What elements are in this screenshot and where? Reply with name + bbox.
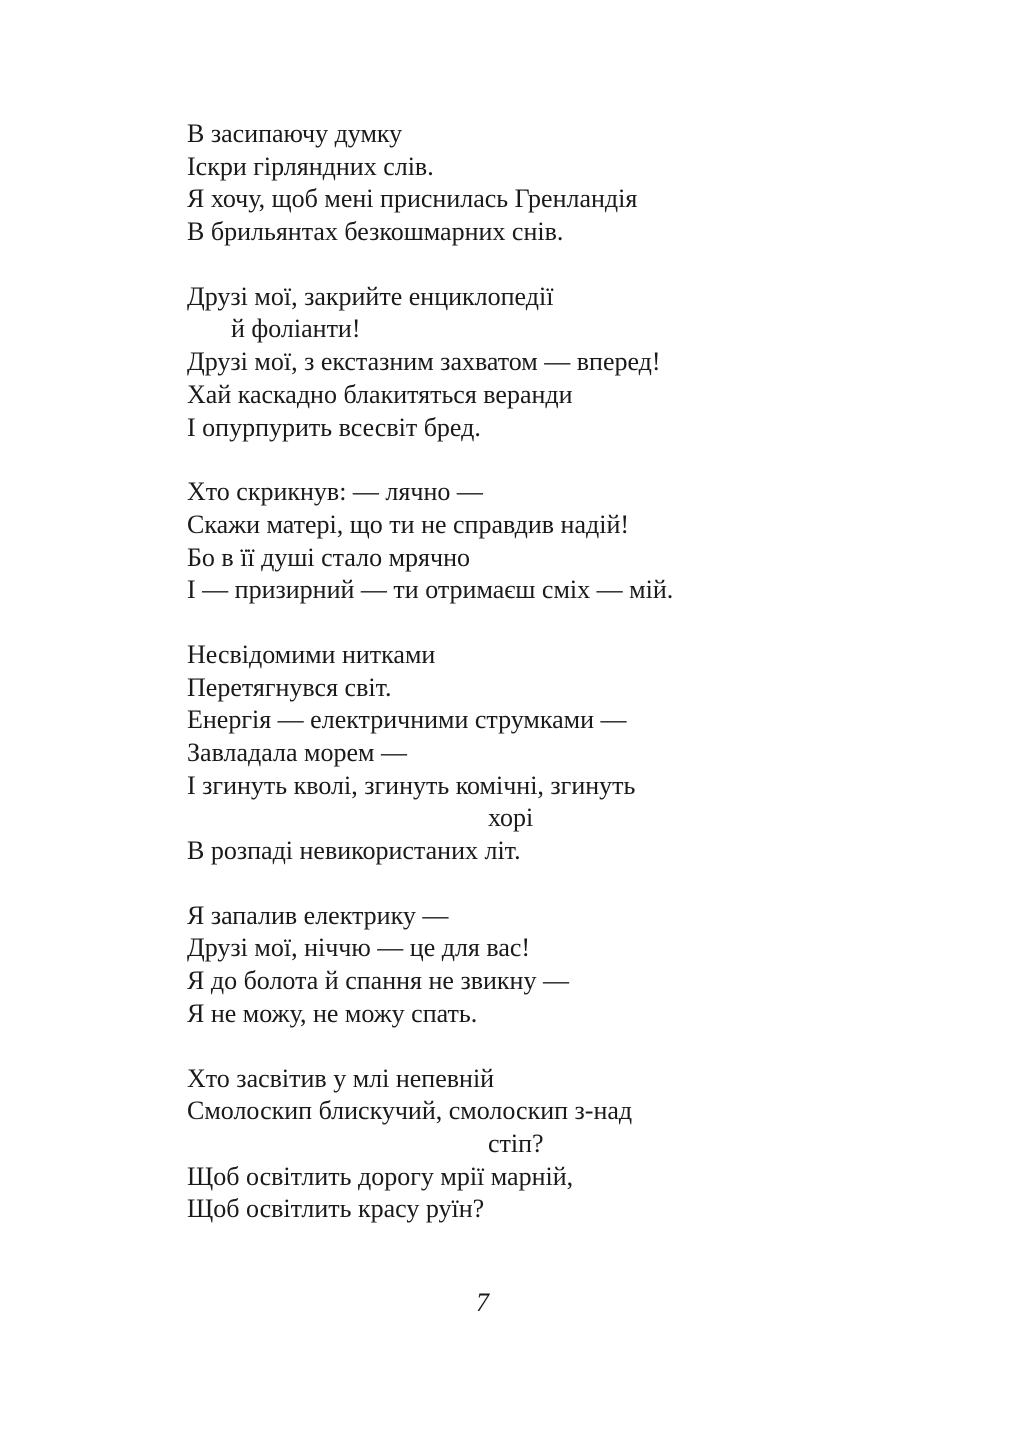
stanza-5	[187, 900, 807, 1031]
poem-line: Друзі мої, закрийте енциклопедії	[187, 281, 554, 311]
stanza-4	[187, 639, 807, 868]
page-number	[0, 1288, 1035, 1318]
poem-line: Я запалив електрику —	[187, 900, 449, 930]
poem-line: Несвідомими нитками	[187, 639, 436, 669]
page-number-text: 7	[476, 1288, 489, 1317]
poem-line: Завладала морем —	[187, 738, 407, 767]
poem-line: Я до болота й спання не звикну —	[187, 966, 569, 996]
stanza-6	[187, 1063, 807, 1226]
poem-line: І згинуть кволі, згинуть комічні, згинуть	[187, 770, 636, 800]
poem-line: Щоб освітлить красу руїн?	[187, 1194, 485, 1224]
poem-line: Я не можу, не можу спать.	[187, 998, 478, 1028]
poem-line: Смолоскип блискучий, смолоскип з-над	[187, 1096, 633, 1126]
poem-line: Бо в її душі стало мрячно	[187, 542, 470, 572]
poem-line: Друзі мої, ніччю — це для вас!	[187, 933, 531, 963]
poem-line: І опурпурить всесвіт бред.	[187, 412, 481, 442]
poem-line: В розпаді невикористаних літ.	[187, 836, 521, 866]
poem-line: В засипаючу думку	[187, 119, 403, 148]
poem-line-continuation: й фоліанти!	[231, 314, 361, 344]
poem-line-continuation: хорі	[488, 803, 534, 833]
stanza-2	[187, 281, 807, 444]
poem-line: Я хочу, щоб мені приснилась Гренландія	[187, 184, 638, 214]
poem-line: Перетягнувся світ.	[187, 672, 392, 702]
poem-line: Енергія — електричними струмками —	[187, 705, 627, 735]
poem-line: Іскри гірляндних слів.	[187, 151, 434, 181]
poem-line: І — призирний — ти отримаєш сміх — мій.	[187, 575, 674, 605]
poem-line-continuation: стіп?	[488, 1128, 544, 1158]
poem-line: Друзі мої, з екстазним захватом — вперед!	[187, 347, 661, 377]
poem-line: Хто засвітив у млі непевній	[187, 1063, 495, 1093]
poem	[187, 118, 807, 1258]
poem-line: В брильянтах безкошмарних снів.	[187, 217, 564, 247]
poem-line: Хто скрикнув: — лячно —	[187, 477, 483, 507]
stanza-3	[187, 476, 807, 607]
poem-line: Скажи матері, що ти не справдив надій!	[187, 509, 630, 539]
stanza-1	[187, 118, 807, 249]
poem-line: Щоб освітлить дорогу мрії марній,	[187, 1161, 574, 1191]
poem-line: Хай каскадно блакитяться веранди	[187, 379, 573, 409]
